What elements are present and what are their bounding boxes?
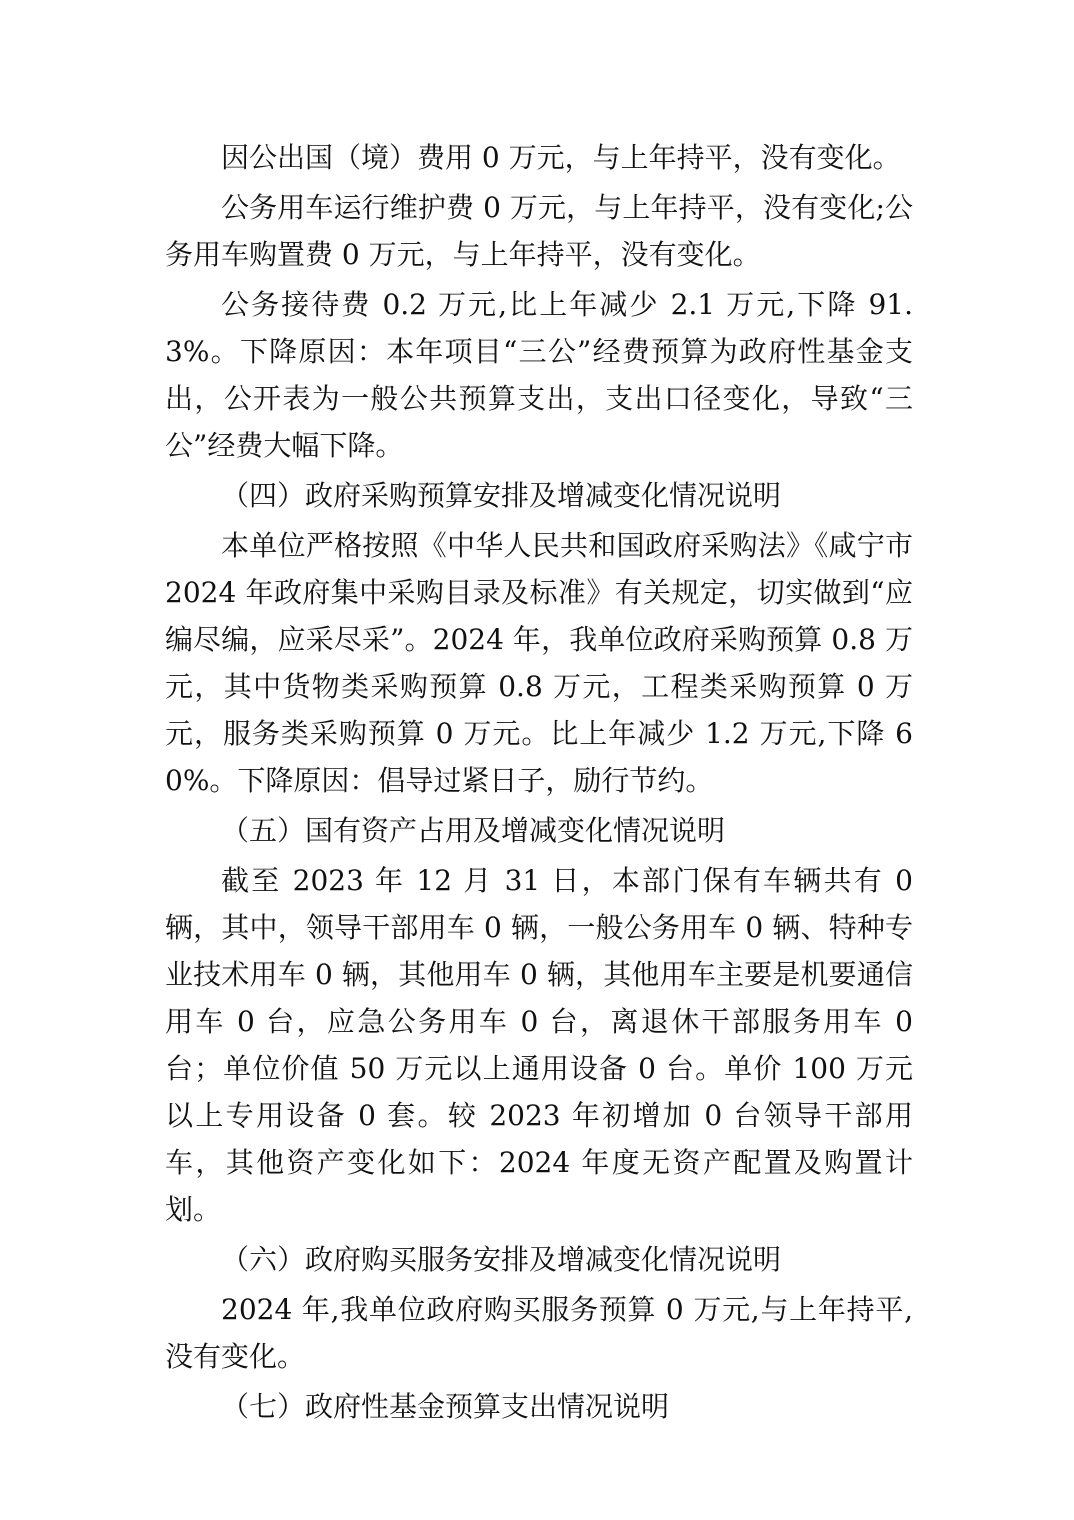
paragraph-state-assets: 截至 2023 年 12 月 31 日，本部门保有车辆共有 0 辆，其中，领导干部用车 0 辆，一般公务用车 0 辆、特种专业技术用车 0 辆，其他用车 0 辆，其他用车主要是机要通信用车 0 台，应急公务用车 0 台，离退休干部服务用车 0 台；单位价值 50 万元以上通用设备 0 台。单价 100 万元以上专用设备 0 套。较 2023 年初增加 0 台领导干部用车，其他资产变化如下：2024 年度无资产配置及购置计划。 (165, 864, 913, 1226)
document-body (165, 134, 913, 1430)
section-heading-state-assets: （五）国有资产占用及增减变化情况说明 (221, 814, 726, 847)
section-heading-procurement: （四）政府采购预算安排及增减变化情况说明 (221, 479, 782, 512)
paragraph-procurement: 本单位严格按照《中华人民共和国政府采购法》《咸宁市 2024 年政府集中采购目录及标准》有关规定，切实做到“应编尽编，应采尽采”。2024 年，我单位政府采购预算 0.8 万元，其中货物类采购预算 0.8 万元，工程类采购预算 0 万元，服务类采购预算 0 万元。比上年减少 1.2 万元,下降 60%。下降原因：倡导过紧日子，励行节约。 (165, 529, 913, 797)
paragraph-purchased-services: 2024 年,我单位政府购买服务预算 0 万元,与上年持平,没有变化。 (165, 1293, 913, 1373)
section-heading-purchased-services: （六）政府购买服务安排及增减变化情况说明 (221, 1243, 782, 1276)
paragraph-vehicle-cost: 公务用车运行维护费 0 万元，与上年持平，没有变化;公务用车购置费 0 万元，与上年持平，没有变化。 (165, 191, 913, 271)
paragraph-reception-cost: 公务接待费 0.2 万元,比上年减少 2.1 万元,下降 91.3%。下降原因：本年项目“三公”经费预算为政府性基金支出，公开表为一般公共预算支出，支出口径变化，导致“三公”经费大幅下降。 (165, 288, 913, 462)
section-heading-government-fund: （七）政府性基金预算支出情况说明 (221, 1390, 670, 1423)
paragraph-overseas-travel-cost: 因公出国（境）费用 0 万元，与上年持平，没有变化。 (221, 141, 901, 174)
